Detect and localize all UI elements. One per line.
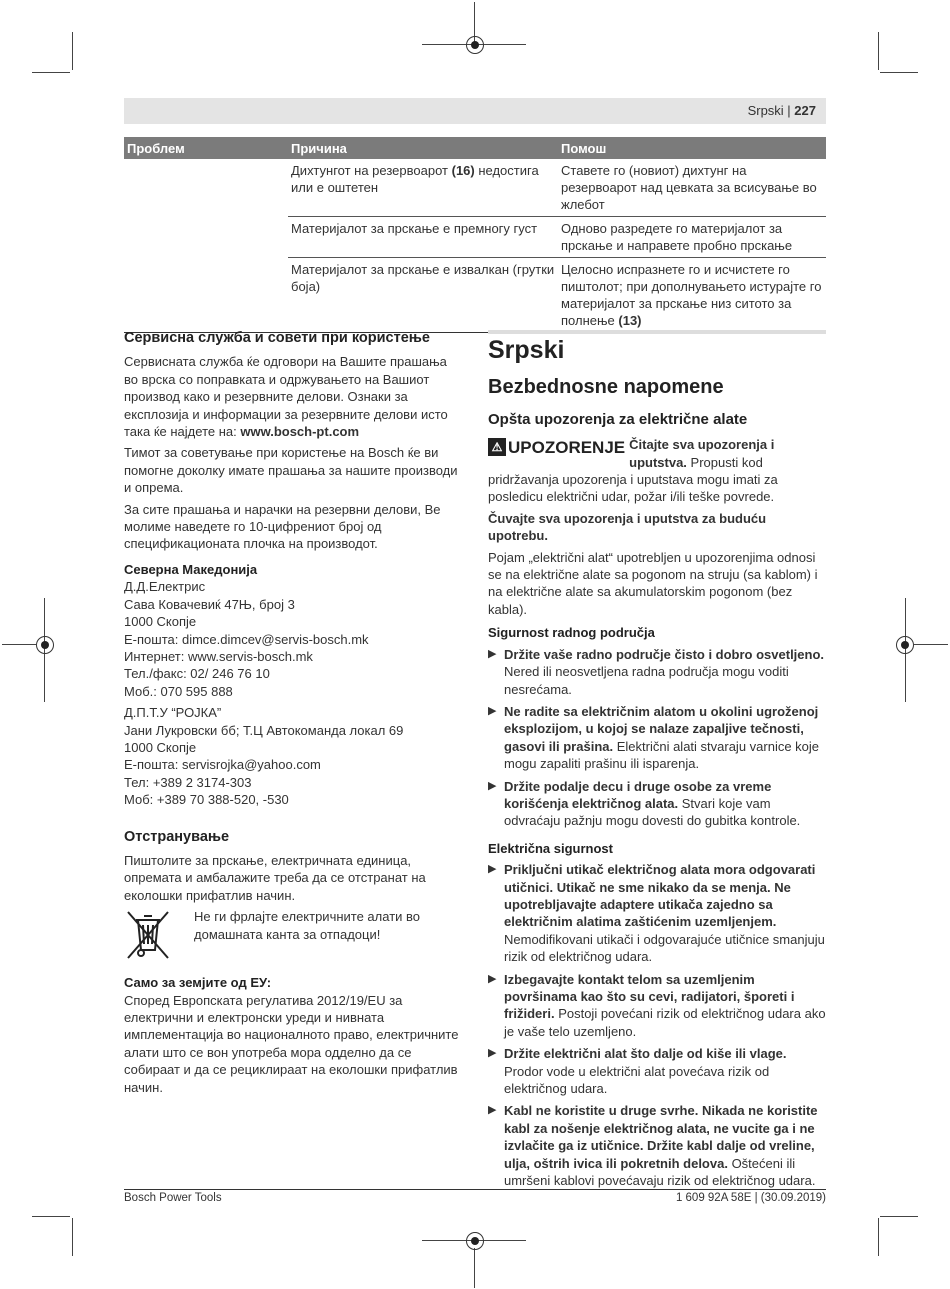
help-text: Одново разредете го материјалот за прскање и направете пробно прскање (561, 221, 793, 253)
language-title: Srpski (488, 336, 565, 364)
keep-instructions (488, 510, 826, 545)
registration-mark-icon (36, 636, 54, 654)
eu-heading: Само за земјите од ЕУ: (124, 975, 272, 991)
column-header: Проблем (124, 137, 288, 159)
table-row (124, 159, 826, 217)
cause-text: Дихтунгот на резервоарот (291, 163, 452, 178)
item-bold-text: Izbegavajte kontakt telom sa uzemljenim površinama kao što su cevi, radijatori, šporeti i frižideri. (504, 971, 795, 1022)
service-paragraph: Тимот за советување при користење на Bosch ќе ви помогне доколку имате прашања за нашите производи и опрема. (124, 445, 458, 496)
item-text: Nered ili neosvetljena radna područja mogu voditi nesrećama. (504, 664, 789, 697)
warning-label-text: UPOZORENJE (508, 437, 626, 457)
cause-cell (288, 217, 558, 258)
weee-notice (124, 908, 464, 960)
contact-email[interactable]: E-пошта: dimce.dimcev@servis-bosch.mk (124, 631, 369, 647)
eu-paragraph: Според Европската регулатива 2012/19/EU за електрични и електронски уреди и нивната имплементација во националното право, електричните алати што се вон употреба мора одделно да се собираат и да се рециклираат на еколошки прифатлив начин. (124, 992, 459, 1095)
crop-mark (72, 1218, 73, 1256)
contact-name: Д.Д.Електрис (124, 579, 206, 595)
column-header: Помош (558, 137, 826, 159)
crossed-out-wheelie-bin-icon (124, 908, 172, 960)
troubleshooting-table (124, 137, 826, 333)
problem-cell (124, 258, 288, 333)
warning-bold-text: Čitajte sva upozorenja i uputstva. (629, 437, 775, 470)
bullet-arrow-icon: ▶ (488, 779, 497, 792)
cause-text: Материјалот за прскање е премногу густ (291, 221, 538, 236)
contact-street: Јани Лукровски бб; Т.Ц Автокоманда локал 69 (124, 722, 404, 738)
page-number: 227 (794, 103, 816, 118)
electrical-heading: Električna sigurnost (488, 840, 613, 856)
cause-text: Материјалот за прскање е извалкан (грутки боја) (291, 262, 555, 294)
crop-mark (880, 72, 918, 73)
keep-instructions-text: Čuvajte sva upozorenja i uputstva za buduću upotrebu. (488, 510, 767, 544)
item-text: Stvari koje vam odvraćaju pažnju mogu dovesti do gubitka kontrole. (504, 795, 801, 829)
item-bold-text: Kabl ne koristite u druge svrhe. Nikada ne koristite kabl za nošenje električnog alata, ne vucite ga i ne izvlačite ga iz utičnice. Držite kabl dalje od vreline, ulja, oštrih ivica ili pokretnih delova. (504, 1103, 818, 1171)
left-column (124, 330, 464, 1100)
registration-mark-icon (896, 636, 914, 654)
help-text: Целосно испразнете го и исчистете го пиштолот; при дополнувањето истурајте го материјалот за прскање низ ситото за полнење (561, 262, 822, 328)
general-warnings-heading: Opšta upozorenja za električne alate (488, 410, 748, 428)
service-heading: Сервисна служба и совети при користење (124, 330, 430, 346)
crop-mark (72, 32, 73, 70)
item-text: Postoji povećani rizik od električnog udara ako je vaše telo uzemljeno. (504, 1006, 826, 1039)
safety-heading: Bezbednosne napomene (488, 376, 724, 399)
warning-label (488, 438, 625, 456)
contact-phone: Тел./факс: 02/ 246 76 10 (124, 666, 270, 682)
contact-street: Сава Ковачевиќ 47Њ, број 3 (124, 596, 295, 612)
warning-paragraph (488, 436, 826, 506)
item-bold-text: Ne radite sa električnim alatom u okolini ugroženoj eksplozijom, u kojoj se nalaze zapaljive tečnosti, gasovi ili prašina. (504, 703, 819, 754)
bullet-arrow-icon: ▶ (488, 972, 497, 985)
country-heading: Северна Македонија (124, 561, 258, 577)
footer-brand: Bosch Power Tools (124, 1192, 222, 1204)
workarea-list (488, 646, 826, 830)
help-cell (558, 258, 826, 333)
list-item (488, 646, 826, 698)
cause-text: недостига или е оштетен (291, 163, 539, 195)
help-cell (558, 159, 826, 217)
footer-divider (124, 1189, 826, 1190)
page-header-text: Srpski | 227 (747, 103, 816, 118)
service-paragraph: За сите прашања и нарачки на резервни делови, Ве молиме наведете го 10-цифрениот број од спецификационата плочка на производот. (124, 501, 441, 552)
contact-name: Д.П.Т.У “РОЈКА” (124, 705, 222, 721)
item-text: Oštećeni ili umršeni kablovi povećavaju rizik od električnog udara. (504, 1155, 816, 1189)
cause-cell (288, 258, 558, 333)
crop-mark (32, 1216, 70, 1217)
section-divider (488, 330, 826, 334)
service-paragraph (124, 353, 464, 440)
bullet-arrow-icon: ▶ (488, 1047, 497, 1060)
service-url-link[interactable]: www.bosch-pt.com (240, 424, 360, 440)
contact-phone: Тел: +389 2 3174-303 (124, 774, 252, 790)
weee-text: Не ги фрлајте електричните алати во домашната канта за отпадоци! (194, 909, 421, 942)
bullet-arrow-icon: ▶ (488, 863, 497, 876)
list-item (488, 1045, 826, 1097)
column-header: Причина (288, 137, 558, 159)
warning-triangle-icon: ⚠ (488, 438, 506, 456)
warning-text: Propusti kod pridržavanja upozorenja i uputstava mogu imati za posledicu električni udar, požar i/ili teške povrede. (488, 454, 778, 505)
item-bold-text: Držite vaše radno područje čisto i dobro osvetljeno. (504, 646, 825, 662)
cause-cell (288, 159, 558, 217)
contact-web[interactable]: Интернет: www.servis-bosch.mk (124, 648, 313, 664)
header-language: Srpski (747, 103, 784, 118)
item-bold-text: Držite električni alat što dalje od kiše ili vlage. (504, 1046, 787, 1062)
crop-mark (474, 1248, 475, 1288)
contact-mobile: Моб.: 070 595 888 (124, 683, 233, 699)
contact-email[interactable]: E-пошта: servisrojka@yahoo.com (124, 757, 321, 773)
disposal-paragraph: Пиштолите за прскање, електричната единица, опремата и амбалажите треба да се отстранат на еколошки прифатлив начин. (124, 852, 426, 903)
list-item (488, 703, 826, 773)
item-text: Električni alati stvaraju varnice koje mogu zapaliti prašinu ili isparenja. (504, 738, 820, 772)
service-text: Сервисната служба ќе одговори на Вашите прашања во врска со поправката и одржувањето на Вашиот производ како и резервните делови. Ознаки за експлозија и информации за резервните делови исто така ќе најдете на: (124, 354, 448, 440)
table-header-row (124, 137, 826, 159)
item-bold-text: Priključni utikač električnog alata mora odgovarati utičnici. Utikač ne sme nikako da se menja. Ne upotrebljavajte adaptere utikača zajedno sa električnim alatima zaštićenim uzemljenjem. (504, 862, 816, 930)
item-text: Nemodifikovani utikači i odgovarajuće utičnice smanjuju rizik od električnog udara. (504, 931, 825, 965)
help-text: Ставете го (новиот) дихтунг на резервоарот над цевката за всисување во жлебот (561, 163, 817, 212)
list-item (488, 971, 826, 1041)
workarea-heading: Sigurnost radnog područja (488, 625, 655, 641)
crop-mark (878, 32, 879, 70)
table-row (124, 217, 826, 258)
crop-mark (878, 1218, 879, 1256)
bullet-arrow-icon: ▶ (488, 647, 497, 660)
crop-mark (2, 644, 36, 645)
contact-block (124, 704, 464, 808)
list-item (488, 861, 826, 965)
registration-mark-icon (466, 1232, 484, 1250)
part-ref: (16) (451, 163, 475, 178)
contact-city: 1000 Скопје (124, 739, 197, 755)
crop-mark (914, 644, 948, 645)
registration-mark-icon (466, 36, 484, 54)
page-header (124, 98, 826, 124)
contact-block (124, 578, 464, 700)
item-text: Prodor vode u električni alat povećava rizik od električnog udara. (504, 1063, 770, 1097)
term-paragraph: Pojam „električni alat“ upotrebljen u upozorenjima odnosi se na električne alate sa pogonom na struju (sa kablom) i na električne alate sa akumulatorskim pogonom (bez kabla). (488, 549, 818, 617)
contact-city: 1000 Скопје (124, 614, 197, 630)
bullet-arrow-icon: ▶ (488, 1104, 497, 1117)
crop-mark (880, 1216, 918, 1217)
problem-cell (124, 217, 288, 258)
footer-doc-number: 1 609 92A 58E | (30.09.2019) (675, 1192, 826, 1204)
table-row (124, 258, 826, 333)
bullet-arrow-icon: ▶ (488, 704, 497, 717)
help-cell (558, 217, 826, 258)
electrical-list (488, 861, 826, 1189)
part-ref: (13) (618, 313, 642, 328)
item-bold-text: Držite podalje decu i druge osobe za vreme korišćenja električnog alata. (504, 778, 772, 811)
problem-cell (124, 159, 288, 217)
disposal-heading: Отстранување (124, 828, 230, 845)
right-column (488, 330, 826, 1194)
crop-mark (32, 72, 70, 73)
list-item (488, 778, 826, 830)
contact-mobile: Моб: +389 70 388-520, -530 (124, 792, 289, 808)
list-item (488, 1102, 826, 1189)
